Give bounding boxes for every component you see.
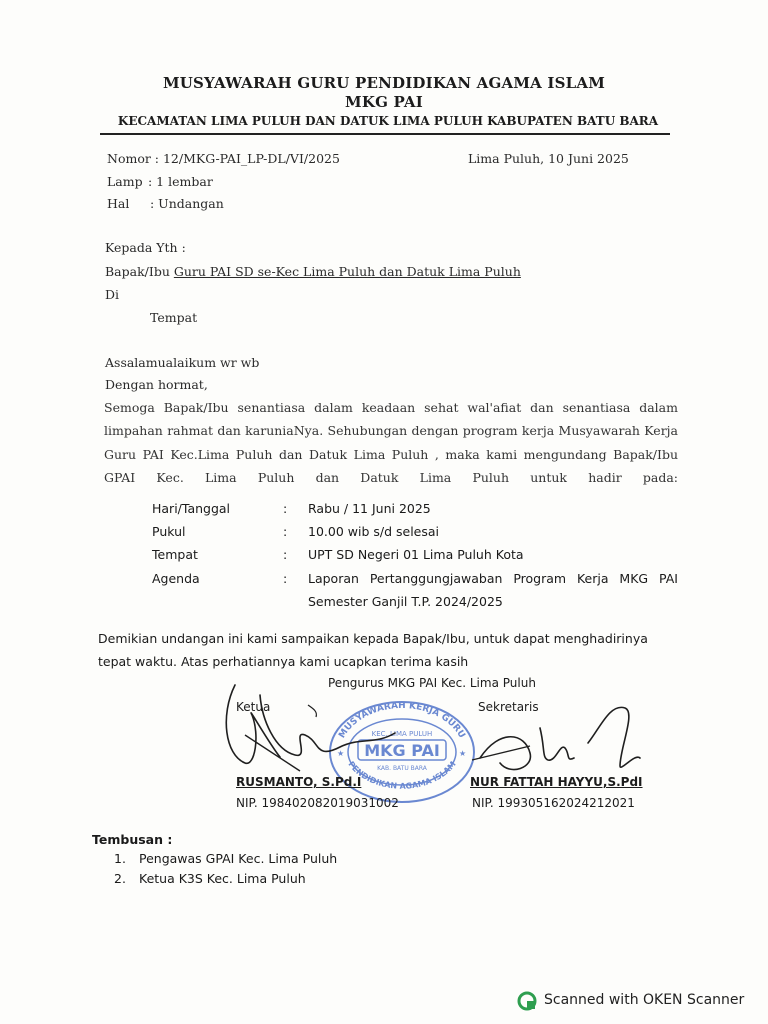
ketua-name: RUSMANTO, S.Pd.I	[236, 775, 362, 789]
body-text: Semoga Bapak/Ibu senantiasa dalam keadaan sehat wal'afiat dan senantiasa dalam limpahan rahmat dan karuniaNya. Sehubungan dengan program kerja Musyawarah Kerja Guru PAI Kec.Lima Puluh dan Datuk Lima Puluh , maka kami mengundang Bapak/Ibu GPAI Kec. Lima Puluh dan Datuk Lima Puluh untuk hadir pada:	[104, 400, 678, 486]
detail-label-date: Hari/Tanggal	[152, 501, 231, 516]
stamp-line2: KAB. BATU BARA	[377, 765, 427, 772]
recipient-group: Guru PAI SD se-Kec Lima Puluh dan Datuk Lima Puluh	[173, 264, 521, 279]
body-paragraph	[104, 396, 678, 513]
tembusan-number-1: 1.	[114, 851, 126, 866]
detail-value-time: 10.00 wib s/d selesai	[308, 524, 440, 539]
greeting: Assalamualaikum wr wb	[105, 355, 260, 370]
detail-colon-date: :	[283, 501, 288, 516]
tembusan-number-2: 2.	[114, 871, 126, 886]
org-name: MUSYAWARAH GURU PENDIDIKAN AGAMA ISLAM	[162, 74, 606, 92]
ketua-label: Ketua	[236, 700, 271, 714]
detail-label-place: Tempat	[152, 547, 198, 562]
recipient	[105, 264, 521, 279]
closing-paragraph: Demikian undangan ini kami sampaikan kepada Bapak/Ibu, untuk dapat menghadirinya tepat waktu. Atas perhatiannya kami ucapkan terima kasih	[98, 631, 648, 669]
tembusan-item-2: Ketua K3S Kec. Lima Puluh	[139, 871, 306, 886]
org-location: KECAMATAN LIMA PULUH DAN DATUK LIMA PULUH KABUPATEN BATU BARA	[117, 114, 659, 128]
hal-label: Hal	[107, 196, 130, 211]
recipient-prefix: Bapak/Ibu	[105, 264, 174, 279]
dengan-hormat: Dengan hormat,	[105, 377, 208, 392]
letterhead-rule	[100, 133, 670, 135]
scanner-logo-icon	[517, 991, 537, 1011]
letter-number: Nomor : 12/MKG-PAI_LP-DL/VI/2025	[107, 151, 340, 166]
svg-text:★: ★	[337, 749, 345, 758]
detail-value-agenda-line2: Semester Ganjil T.P. 2024/2025	[308, 594, 503, 609]
stamp-bottom-text: PENDIDIKAN AGAMA ISLAM	[346, 759, 458, 791]
sekretaris-label: Sekretaris	[478, 700, 539, 714]
tembusan-item-1: Pengawas GPAI Kec. Lima Puluh	[139, 851, 338, 866]
stamp-top-text: MUSYAWARAH KERJA GURU	[337, 700, 467, 741]
lamp-label: Lamp	[107, 174, 143, 189]
org-short-name: MKG PAI	[345, 93, 423, 111]
detail-colon-time: :	[283, 524, 288, 539]
stamp-center-text: MKG PAI	[364, 741, 440, 760]
tembusan-title: Tembusan :	[92, 832, 173, 847]
detail-label-time: Pukul	[152, 524, 186, 539]
tempat-label: Tempat	[150, 310, 198, 325]
scanner-watermark: Scanned with OKEN Scanner	[544, 992, 745, 1008]
ketua-nip: NIP. 198402082019031002	[236, 796, 399, 810]
pengurus-title: Pengurus MKG PAI Kec. Lima Puluh	[328, 676, 536, 690]
lamp-value: : 1 lembar	[148, 174, 213, 189]
hal-value: : Undangan	[150, 196, 224, 211]
sekretaris-name: NUR FATTAH HAYYU,S.PdI	[470, 775, 643, 789]
kepada-yth: Kepada Yth :	[105, 240, 186, 255]
detail-value-agenda: Laporan Pertanggungjawaban Program Kerja MKG PAI	[308, 571, 678, 586]
detail-label-agenda: Agenda	[152, 571, 200, 586]
detail-value-place: UPT SD Negeri 01 Lima Puluh Kota	[308, 547, 524, 562]
sekretaris-nip: NIP. 199305162024212021	[472, 796, 635, 810]
detail-colon-agenda: :	[283, 571, 288, 586]
svg-text:★: ★	[459, 749, 467, 758]
place-date: Lima Puluh, 10 Juni 2025	[468, 151, 629, 166]
stamp-line1: KEC. LIMA PULUH	[371, 730, 433, 738]
detail-colon-place: :	[283, 547, 288, 562]
di-label: Di	[105, 287, 120, 302]
detail-value-date: Rabu / 11 Juni 2025	[308, 501, 431, 516]
